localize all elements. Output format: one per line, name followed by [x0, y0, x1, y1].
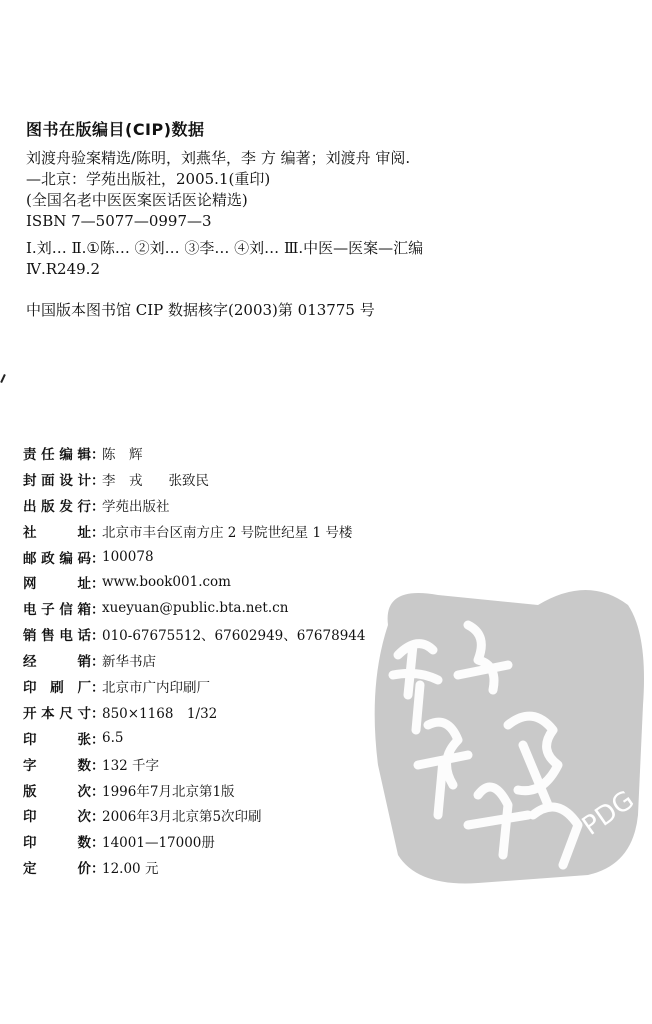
info-label: 经 销	[23, 654, 91, 671]
cip-line: (全国名老中医医案医话医论精选)	[26, 191, 248, 209]
info-row-publisher: 出 版 发 行 ： 学苑出版社	[23, 492, 583, 518]
info-label: 印 数	[23, 835, 91, 852]
cip-line: 刘渡舟验案精选/陈明，刘燕华，李 方 编著；刘渡舟 审阅.	[26, 149, 411, 167]
scan-mark	[0, 374, 6, 383]
info-value: 010-67675512、67602949、67678944	[102, 628, 366, 645]
info-value: 北京市丰台区南方庄 2 号院世纪星 1 号楼	[102, 524, 353, 541]
cip-line: ISBN 7—5077—0997—3	[26, 212, 212, 230]
info-label: 字 数	[23, 757, 91, 774]
info-label: 定 价	[23, 861, 91, 878]
info-label: 邮 政 编 码	[23, 550, 91, 567]
cip-classification: Ⅰ.刘… Ⅱ.①陈… ②刘… ③李… ④刘… Ⅲ.中医—医案—汇编	[26, 239, 424, 257]
info-label: 责 任 编 辑	[23, 446, 91, 463]
info-row-sales-phone: 销 售 电 话 ： 010-67675512、67602949、67678944	[23, 621, 583, 647]
info-row-word-count: 字 数 ： 132 千字	[23, 751, 583, 777]
info-row-cover-design: 封 面 设 计 ： 李 戎 张致民	[23, 466, 583, 492]
info-label: 销 售 电 话	[23, 628, 91, 645]
info-row-distributor: 经 销 ： 新华书店	[23, 647, 583, 673]
seal-background	[375, 590, 644, 883]
info-row-website: 网 址 ： www.book001.com	[23, 574, 231, 593]
info-label: 印 张	[23, 731, 91, 748]
info-value: 6.5	[102, 729, 124, 746]
info-row-edition: 版 次 ： 1996年7月北京第1版	[23, 777, 583, 803]
info-value: 北京市广内印刷厂	[102, 679, 210, 696]
cip-classification: Ⅳ.R249.2	[26, 260, 100, 278]
info-value: 学苑出版社	[102, 498, 170, 515]
info-value: 陈 辉	[102, 446, 143, 463]
cip-record-number: 中国版本图书馆 CIP 数据核字(2003)第 013775 号	[26, 301, 375, 319]
info-row-editor: 责 任 编 辑 ： 陈 辉	[23, 440, 583, 466]
info-value-second: 张致民	[168, 472, 209, 489]
info-row-format: 开 本 尺 寸 ： 850×1168 1/32	[23, 699, 583, 725]
info-label: 封 面 设 计	[23, 472, 91, 489]
cip-title: 图书在版编目(CIP)数据	[26, 120, 205, 139]
info-value: 100078	[102, 548, 154, 565]
info-value: 1996年7月北京第1版	[102, 783, 235, 800]
cip-line: —北京：学苑出版社，2005.1(重印)	[26, 170, 271, 188]
info-row-postcode: 邮 政 编 码 ： 100078	[23, 548, 154, 567]
info-value: 14001—17000册	[102, 835, 215, 852]
info-row-printer: 印 刷 厂 ： 北京市广内印刷厂	[23, 673, 583, 699]
info-row-printing: 印 次 ： 2006年3月北京第5次印刷	[23, 802, 583, 828]
cip-block	[26, 116, 626, 321]
info-row-print-run: 印 数 ： 14001—17000册	[23, 828, 583, 854]
info-label: 开 本 尺 寸	[23, 705, 91, 722]
info-label: 电 子 信 箱	[23, 602, 91, 619]
watermark-text: PDG	[576, 785, 640, 842]
info-label: 印 次	[23, 809, 91, 826]
info-value: 2006年3月北京第5次印刷	[102, 809, 262, 826]
info-row-email: 电 子 信 箱 ： xueyuan@public.bta.net.cn	[23, 600, 289, 619]
info-row-sheets: 印 张 ： 6.5	[23, 729, 124, 748]
info-label: 社 址	[23, 524, 91, 541]
info-label: 网 址	[23, 576, 91, 593]
info-label: 版 次	[23, 783, 91, 800]
info-value: 132 千字	[102, 757, 160, 774]
info-value: 12.00 元	[102, 861, 159, 878]
info-row-price: 定 价 ： 12.00 元	[23, 854, 583, 880]
watermark-seal	[358, 565, 652, 887]
info-label: 印 刷 厂	[23, 679, 91, 696]
info-value: xueyuan@public.bta.net.cn	[102, 600, 289, 617]
info-value: 850×1168 1/32	[102, 705, 218, 722]
info-value: 李 戎	[102, 472, 143, 489]
info-value: www.book001.com	[102, 574, 231, 591]
info-row-address: 社 址 ： 北京市丰台区南方庄 2 号院世纪星 1 号楼	[23, 518, 583, 544]
info-label: 出 版 发 行	[23, 498, 91, 515]
info-value: 新华书店	[102, 654, 156, 671]
